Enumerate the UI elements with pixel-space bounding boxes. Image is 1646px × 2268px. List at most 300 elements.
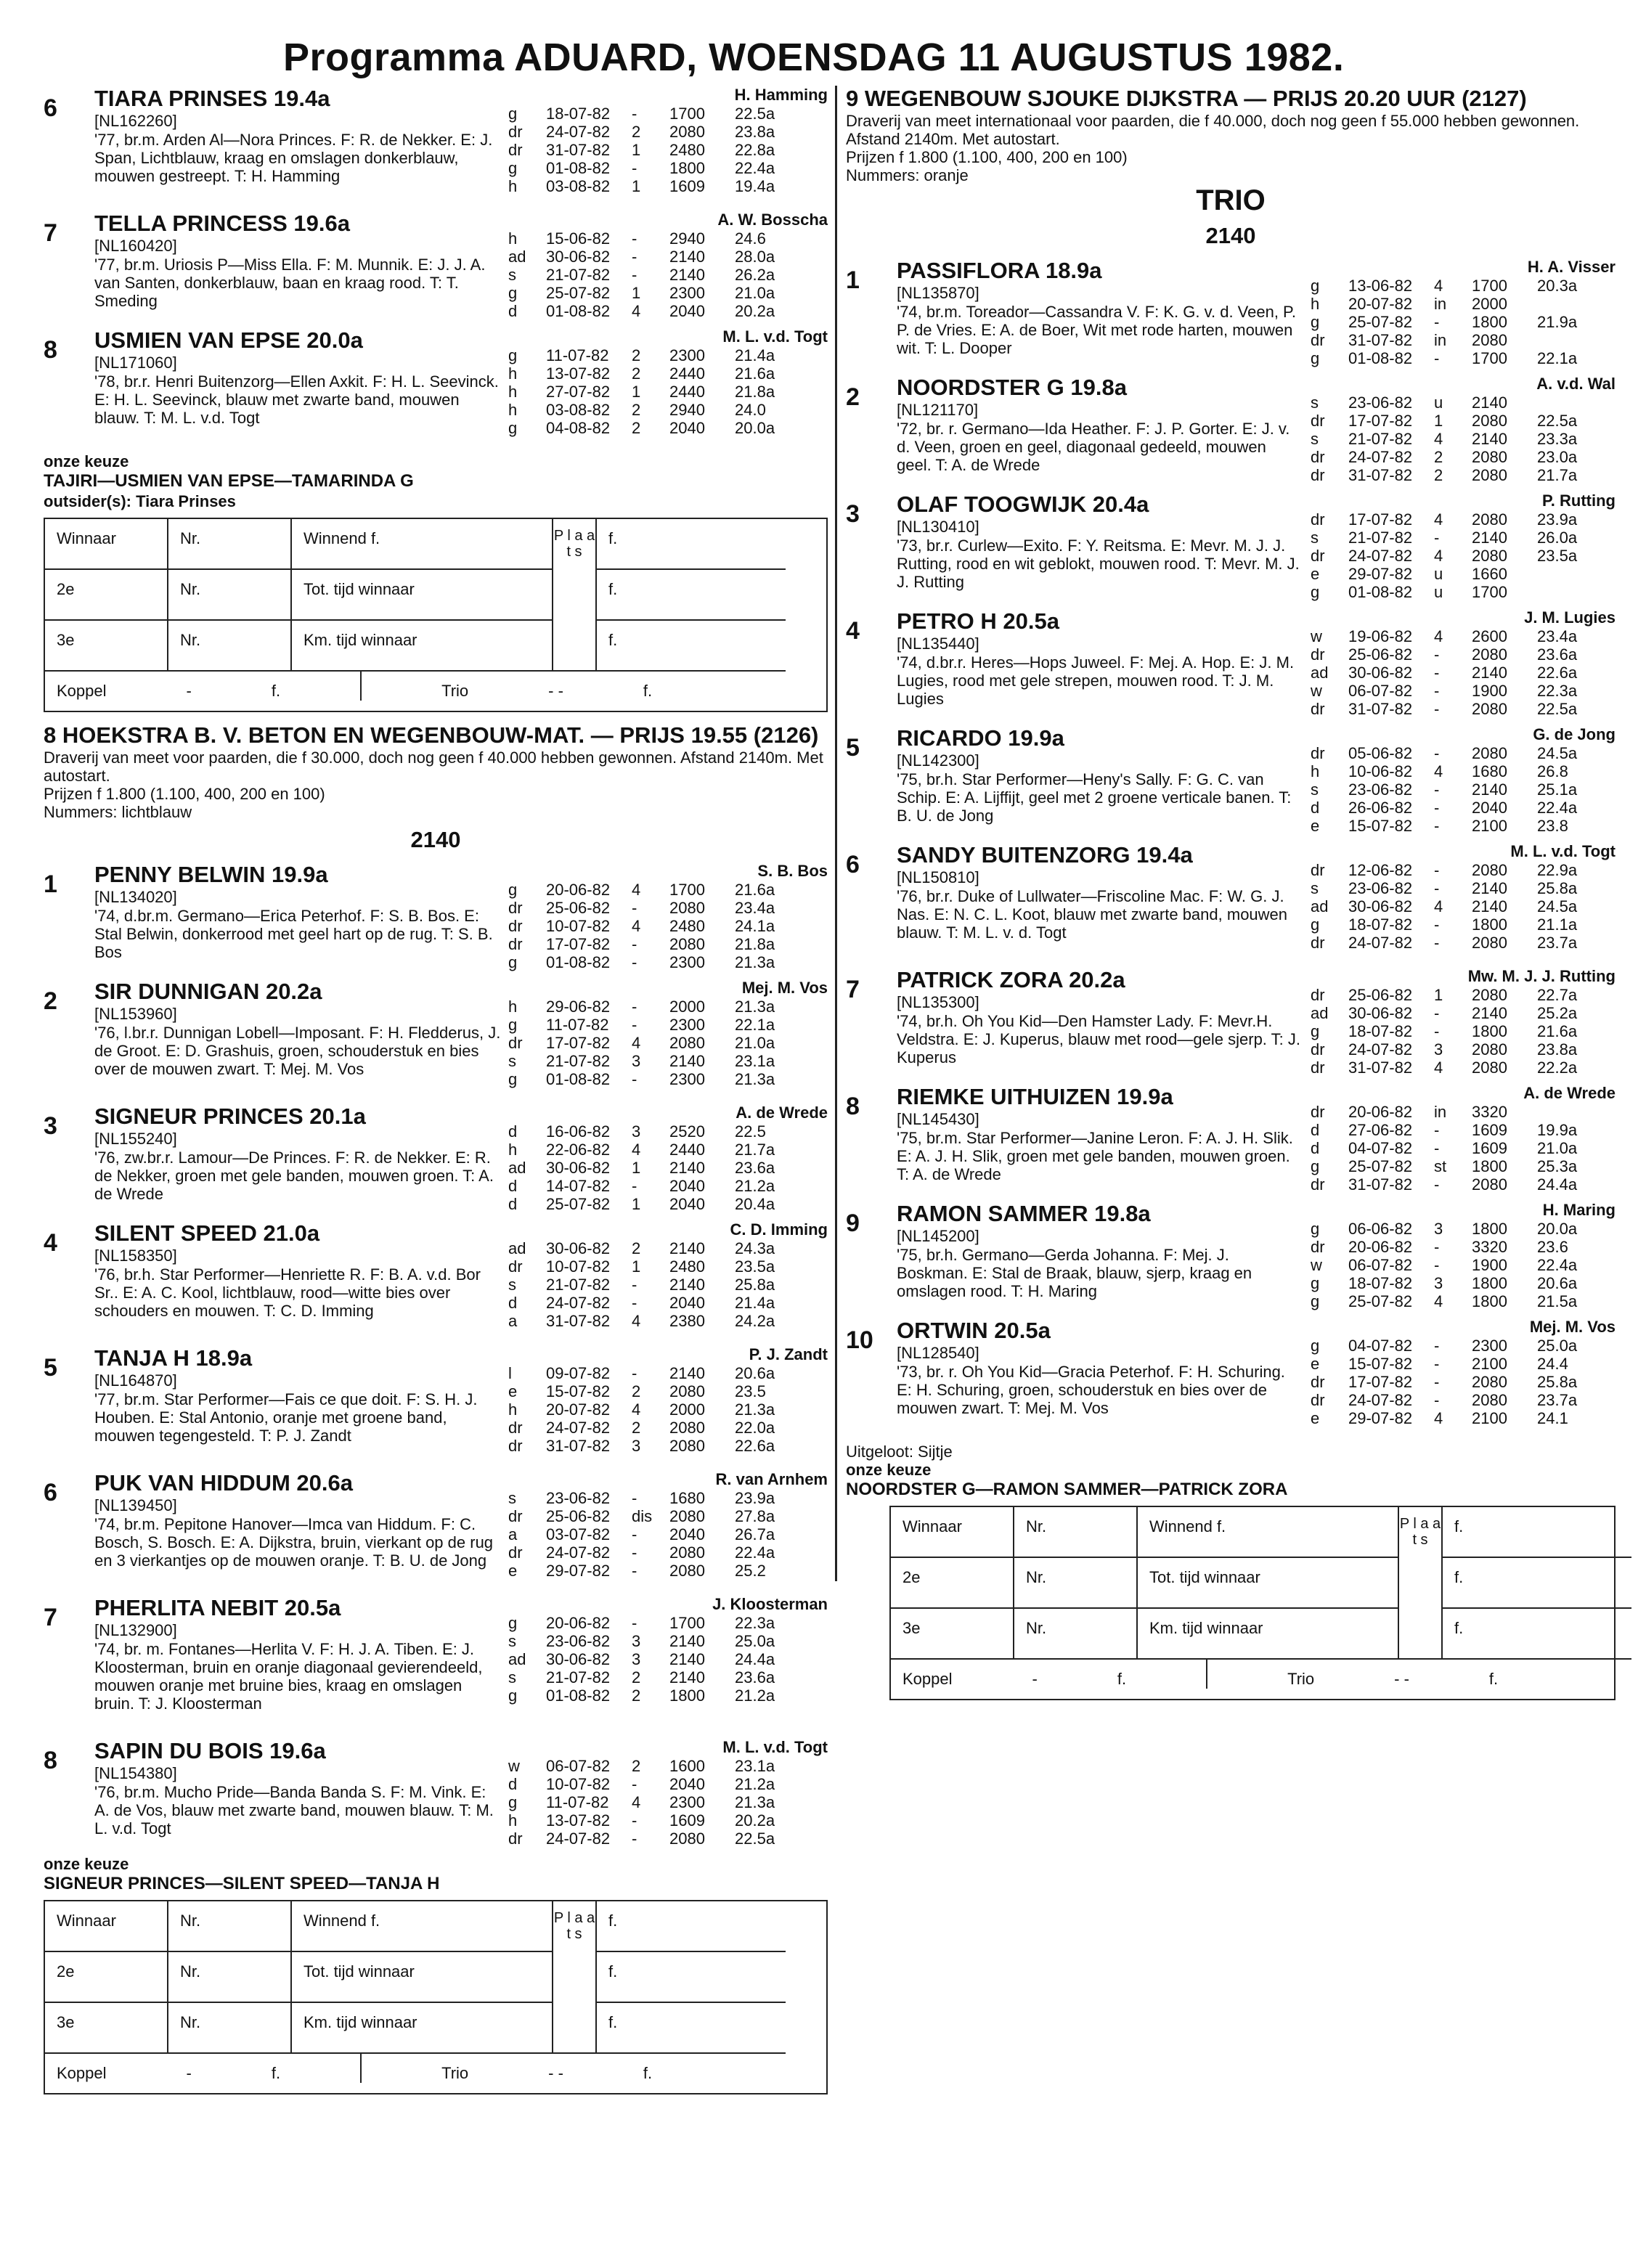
placing: 2 [632,401,641,419]
race-distance: 3320 [1472,1238,1507,1256]
placing: in [1434,331,1447,349]
km-time: 22.4a [735,1543,775,1562]
koppel-trio-row [891,1660,1631,1699]
result-row [1311,1121,1602,1139]
result-row [1311,799,1602,817]
race-date: 17-07-82 [1348,1373,1413,1391]
placing: - [632,899,637,917]
trio-label: Trio [1287,1670,1315,1688]
horse-code: [NL134020] [94,888,177,906]
placing: - [632,1016,637,1034]
race-distance: 2080 [1472,466,1507,484]
race-distance: 2080 [1472,448,1507,466]
placing: 2 [1434,466,1443,484]
horse-number: 10 [846,1326,873,1354]
race-date: 21-07-82 [1348,529,1413,547]
placing: - [632,248,637,266]
result-row [1311,780,1602,799]
nr-label: Nr. [1014,1558,1138,1609]
result-row [508,1614,800,1632]
race-date: 17-07-82 [546,1034,611,1052]
race-date: 01-08-82 [546,302,611,320]
km-time: 25.0a [735,1632,775,1650]
horse-entry [846,1318,1616,1435]
horse-trainer: H. Hamming [734,86,828,104]
km-time: 23.4a [1537,627,1578,645]
race-distance: 2080 [1472,1373,1507,1391]
trio-dashes: - - [548,682,563,700]
race-date: 31-07-82 [546,1312,611,1330]
race-distance: 2140 [1472,897,1507,915]
horse-name: PETRO H 20.5a [897,608,1059,634]
horse-description: '77, br.m. Arden Al—Nora Princes. F: R. de Nekker. E: J. Span, Lichtblauw, kraag en omslagen donkerblauw, mouwen gestreept. T: H. Hamming [94,131,493,185]
km-time: 26.0a [1537,529,1578,547]
race-date: 23-06-82 [546,1632,611,1650]
race-distance: 2040 [669,419,705,437]
nr-label: Nr. [168,2003,292,2054]
result-row [508,1257,800,1276]
track-code: ad [508,1239,526,1257]
result-row [508,1141,800,1159]
horse-info [94,1595,501,1713]
race-date: 01-08-82 [546,1070,611,1088]
horse-description: '73, br. r. Oh You Kid—Gracia Peterhof. F: H. Schuring. E: H. Schuring, groen, schouderstuk en bies over de mouwen zwart. T: Mej. M. Vos [897,1363,1285,1417]
race-distance: 1800 [1472,1022,1507,1040]
race9-header [846,86,1616,249]
race-distance: 2300 [669,1016,705,1034]
race-distance: 2080 [1472,645,1507,664]
race8-keuze [44,1855,828,1894]
race-date: 09-07-82 [546,1364,611,1382]
track-code: s [508,1668,516,1686]
track-code: dr [1311,1040,1325,1058]
track-code: dr [1311,744,1325,762]
placing: - [1434,799,1440,817]
race-date: 30-06-82 [546,1239,611,1257]
horse-description: '74, br.h. Oh You Kid—Den Hamster Lady. F: Mevr.H. Veldstra. E: J. Kuperus, blauw met rood—gele sjerp. T: J. Kuperus [897,1012,1300,1066]
race-distance: 2140 [669,1668,705,1686]
race7-result-box [44,518,828,712]
placing: 4 [1434,762,1443,780]
track-code: s [1311,529,1319,547]
horse-name: PASSIFLORA 18.9a [897,258,1102,283]
km-time: 26.2a [735,266,775,284]
track-code: g [508,1793,518,1811]
placing: - [1434,349,1440,367]
result-history [1311,861,1602,952]
result-history [1311,1220,1602,1310]
trio-f: f. [643,2064,653,2082]
track-code: dr [1311,510,1325,529]
horse-entry [44,211,828,320]
track-code: dr [1311,1058,1325,1077]
track-code: h [508,383,518,401]
race-distance: 2140 [1472,780,1507,799]
koppel-trio-row [45,2054,786,2093]
km-time: 22.5a [1537,412,1578,430]
koppel-f: f. [271,2064,281,2082]
result-row [1311,1337,1602,1355]
track-code: h [508,1811,518,1830]
race-date: 16-06-82 [546,1122,611,1141]
km-time: 24.4a [735,1650,775,1668]
race-distance: 2140 [669,1052,705,1070]
horse-code: [NL142300] [897,751,979,770]
result-history [1311,277,1602,367]
km-time: 24.5a [1537,897,1578,915]
total-time-label: Tot. tijd winnaar [292,1952,553,2003]
placing: - [1434,700,1440,718]
result-grid [889,1506,1616,1700]
result-grid [44,1900,828,2094]
km-time: 24.6 [735,229,766,248]
track-code: ad [508,248,526,266]
horse-code: [NL155240] [94,1130,177,1148]
horse-trainer: A. v.d. Wal [1536,375,1616,393]
result-row [1311,879,1602,897]
race9-numbers: Nummers: oranje [846,166,969,184]
race-distance: 2480 [669,917,705,935]
result-row [1311,393,1602,412]
track-code: dr [508,1419,523,1437]
track-code: d [1311,799,1320,817]
koppel-label: Koppel [57,682,107,700]
track-code: dr [1311,1175,1325,1194]
track-code: dr [1311,861,1325,879]
race-date: 21-07-82 [546,1668,611,1686]
nr-label: Nr. [168,1952,292,2003]
result-row [1311,1058,1602,1077]
race-date: 31-07-82 [1348,1058,1413,1077]
placing: - [1434,915,1440,934]
race-distance: 2140 [1472,664,1507,682]
placing: - [1434,934,1440,952]
race-distance: 2140 [669,1239,705,1257]
placing: 4 [1434,897,1443,915]
km-time: 20.4a [735,1195,775,1213]
track-code: dr [508,1543,523,1562]
race-distance: 2140 [669,248,705,266]
result-row [508,917,800,935]
horse-code: [NL135300] [897,993,979,1011]
placing: - [1434,1391,1440,1409]
placing: 2 [632,1757,641,1775]
race-date: 24-07-82 [1348,1391,1413,1409]
km-time-label: Km. tijd winnaar [292,621,553,672]
horse-name: RAMON SAMMER 19.8a [897,1201,1151,1226]
race-date: 27-06-82 [1348,1121,1413,1139]
placing: in [1434,295,1447,313]
placing: 3 [632,1122,641,1141]
horse-trainer: P. Rutting [1541,491,1616,510]
km-time: 25.3a [1537,1157,1578,1175]
result-row [1311,1139,1602,1157]
horse-code: [NL154380] [94,1764,177,1782]
race-distance: 1900 [1472,1256,1507,1274]
placing: - [1434,1004,1440,1022]
keuze-label: onze keuze [846,1461,932,1479]
km-time: 25.1a [1537,780,1578,799]
horse-code: [NL164870] [94,1371,177,1390]
right-column [846,86,1616,1710]
track-code: h [1311,762,1320,780]
km-time: 22.3a [735,1614,775,1632]
track-code: dr [508,1507,523,1525]
race-distance: 1680 [1472,762,1507,780]
track-code: dr [1311,1103,1325,1121]
race-date: 18-07-82 [1348,1274,1413,1292]
keuze-picks: TAJIRI—USMIEN VAN EPSE—TAMARINDA G [44,471,414,491]
result-history [508,105,800,195]
placing: - [632,1489,637,1507]
race-distance: 2040 [669,1775,705,1793]
page-title: Programma ADUARD, WOENSDAG 11 AUGUSTUS 1982. [283,36,1345,79]
km-time: 23.3a [1537,430,1578,448]
track-code: g [508,953,518,971]
horse-entry [44,1220,828,1338]
km-time: 21.3a [735,1793,775,1811]
km-time: 23.1a [735,1757,775,1775]
race9-horse-list [846,258,1616,1435]
race8-header [44,722,828,853]
race-date: 24-07-82 [546,123,611,141]
race-distance: 1900 [1472,682,1507,700]
race-distance: 1700 [1472,583,1507,601]
horse-trainer: H. A. Visser [1527,258,1616,276]
horse-code: [NL145430] [897,1110,979,1128]
race-distance: 2080 [1472,986,1507,1004]
race-distance: 2000 [669,1400,705,1419]
track-code: dr [1311,1373,1325,1391]
race-distance: 2140 [669,1632,705,1650]
f-label: f. [597,2003,786,2054]
race-distance: 2080 [669,1562,705,1580]
track-code: e [1311,565,1320,583]
horse-trainer: A. de Wrede [736,1104,828,1122]
winnend-label: Winnend f. [292,1901,553,1952]
result-history [508,1239,800,1330]
result-history [1311,986,1602,1077]
track-code: dr [1311,466,1325,484]
placing: 4 [632,302,641,320]
result-row [508,248,800,266]
race-distance: 1800 [1472,1292,1507,1310]
track-code: g [1311,313,1320,331]
result-row [1311,1274,1602,1292]
result-row [508,1562,800,1580]
horse-description: '74, d.br.m. Germano—Erica Peterhof. F: S. B. Bos. E: Stal Belwin, donkerrood met geel hart op de rug. T: S. B. Bos [94,907,493,961]
track-code: g [508,1070,518,1088]
placing: - [632,1811,637,1830]
result-row [508,881,800,899]
race-distance: 2040 [669,1177,705,1195]
km-time: 23.8 [1537,817,1568,835]
horse-code: [NL153960] [94,1005,177,1023]
race8-description: Draverij van meet voor paarden, die f 30.000, doch nog geen f 40.000 hebben gewonnen. Afstand 2140m. Met autostart. [44,748,823,785]
race9-trio: TRIO [1196,184,1266,216]
result-row [508,1437,800,1455]
km-time: 24.0 [735,401,766,419]
result-row [508,1757,800,1775]
km-time: 21.2a [735,1775,775,1793]
track-code: ad [1311,664,1329,682]
result-row [508,998,800,1016]
race-distance: 2300 [669,1070,705,1088]
result-row [1311,547,1602,565]
km-time: 21.2a [735,1686,775,1705]
result-row [508,141,800,159]
race-distance: 2040 [669,302,705,320]
race-date: 20-06-82 [1348,1238,1413,1256]
race-date: 24-07-82 [1348,547,1413,565]
race-date: 23-06-82 [546,1489,611,1507]
km-time: 22.5 [735,1122,766,1141]
race-distance: 2080 [669,935,705,953]
f-label: f. [597,1901,786,1952]
race-distance: 2140 [669,1159,705,1177]
race-distance: 2080 [1472,1040,1507,1058]
horse-number: 1 [44,870,57,898]
km-time: 21.2a [735,1177,775,1195]
placing: - [632,953,637,971]
km-time: 25.8a [735,1276,775,1294]
placing: 1 [632,177,641,195]
race-distance: 1800 [1472,1274,1507,1292]
horse-entry [44,1345,828,1463]
race-distance: 1600 [669,1757,705,1775]
track-code: s [508,1276,516,1294]
result-row [508,1034,800,1052]
result-history [508,998,800,1088]
result-row [1311,627,1602,645]
race-date: 20-07-82 [1348,295,1413,313]
km-time: 22.4a [1537,1256,1578,1274]
horse-trainer: Mw. M. J. J. Rutting [1467,967,1616,985]
horse-number: 8 [44,1747,57,1774]
horse-description: '73, br.r. Curlew—Exito. F: Y. Reitsma. E: Mevr. M. J. J. Rutting, rood en wit geblokt, mouwen rood. T: Mevr. M. J. J. Rutting [897,537,1300,591]
result-row [508,1122,800,1141]
result-row [508,935,800,953]
race-distance: 1700 [1472,349,1507,367]
track-code: dr [508,1830,523,1848]
horse-trainer: R. van Arnhem [715,1470,828,1488]
race-date: 31-07-82 [546,1437,611,1455]
race-distance: 1800 [1472,1157,1507,1175]
horse-info [897,258,1303,357]
horse-name: RIEMKE UITHUIZEN 19.9a [897,1084,1173,1109]
result-row [1311,861,1602,879]
horse-name: OLAF TOOGWIJK 20.4a [897,491,1149,517]
horse-number: 6 [44,1479,57,1506]
race-date: 30-06-82 [1348,664,1413,682]
horse-number: 9 [846,1210,860,1237]
trio-divider [360,2054,362,2083]
race-distance: 2140 [1472,1004,1507,1022]
km-time: 22.9a [1537,861,1578,879]
placing: - [1434,1238,1440,1256]
race-date: 10-07-82 [546,1257,611,1276]
km-time: 23.5a [735,1257,775,1276]
race-date: 23-06-82 [1348,879,1413,897]
track-code: dr [508,917,523,935]
race-date: 24-07-82 [546,1294,611,1312]
placing: - [1434,744,1440,762]
placing: 4 [632,1312,641,1330]
track-code: s [508,1489,516,1507]
result-history [508,1614,800,1705]
result-row [1311,1355,1602,1373]
result-row [1311,986,1602,1004]
horse-description: '74, br.m. Pepitone Hanover—Imca van Hiddum. F: C. Bosch, S. Bosch. E: A. Dijkstra, bruin, vierkant op de rug en 3 vierkantjes op de mouwen oranje. T: B. U. de Jong [94,1515,494,1570]
km-time: 21.7a [1537,466,1578,484]
track-code: g [1311,1022,1320,1040]
horse-trainer: M. L. v.d. Togt [722,327,828,346]
km-time: 25.2 [735,1562,766,1580]
race8-prizes: Prijzen f 1.800 (1.100, 400, 200 en 100) [44,785,325,803]
track-code: l [508,1364,512,1382]
track-code: d [508,1294,518,1312]
placing: - [632,1364,637,1382]
result-row [508,1177,800,1195]
horse-name: RICARDO 19.9a [897,725,1064,751]
track-code: s [508,266,516,284]
horse-info [94,1738,501,1837]
track-code: dr [1311,412,1325,430]
race-distance: 2480 [669,141,705,159]
km-time: 22.6a [1537,664,1578,682]
race-distance: 2080 [1472,744,1507,762]
race-distance: 1800 [1472,1220,1507,1238]
race-distance: 2080 [669,1034,705,1052]
f-label: f. [1443,1507,1631,1558]
km-time [1537,583,1602,601]
winnaar-label: Winnaar [891,1507,1014,1558]
f-label: f. [597,621,786,672]
result-row [508,1775,800,1793]
race-distance: 2080 [669,1419,705,1437]
koppel-f: f. [271,682,281,700]
track-code: g [1311,277,1320,295]
track-code: g [1311,1157,1320,1175]
km-time: 23.7a [1537,1391,1578,1409]
race-distance: 2000 [669,998,705,1016]
km-time: 24.4a [1537,1175,1578,1194]
track-code: s [508,1052,516,1070]
km-time [1537,1103,1602,1121]
result-row [1311,664,1602,682]
trio-dashes: - - [548,2064,563,2082]
race-distance: 2140 [669,1276,705,1294]
race-date: 31-07-82 [1348,1175,1413,1194]
race-date: 04-07-82 [1348,1139,1413,1157]
km-time: 21.4a [735,1294,775,1312]
horse-number: 2 [44,987,57,1015]
horse-trainer: A. W. Bosscha [717,211,828,229]
trio-divider [1206,1660,1207,1689]
km-time: 21.8a [735,935,775,953]
horse-code: [NL160420] [94,237,177,255]
placing: - [1434,645,1440,664]
race-date: 25-07-82 [546,284,611,302]
keuze-picks: NOORDSTER G—RAMON SAMMER—PATRICK ZORA [846,1480,1288,1499]
km-time: 20.6a [735,1364,775,1382]
placing: u [1434,393,1443,412]
placing: - [1434,1139,1440,1157]
result-grid [44,518,828,712]
result-row [1311,529,1602,547]
horse-number: 4 [44,1229,57,1257]
result-row [1311,1409,1602,1427]
